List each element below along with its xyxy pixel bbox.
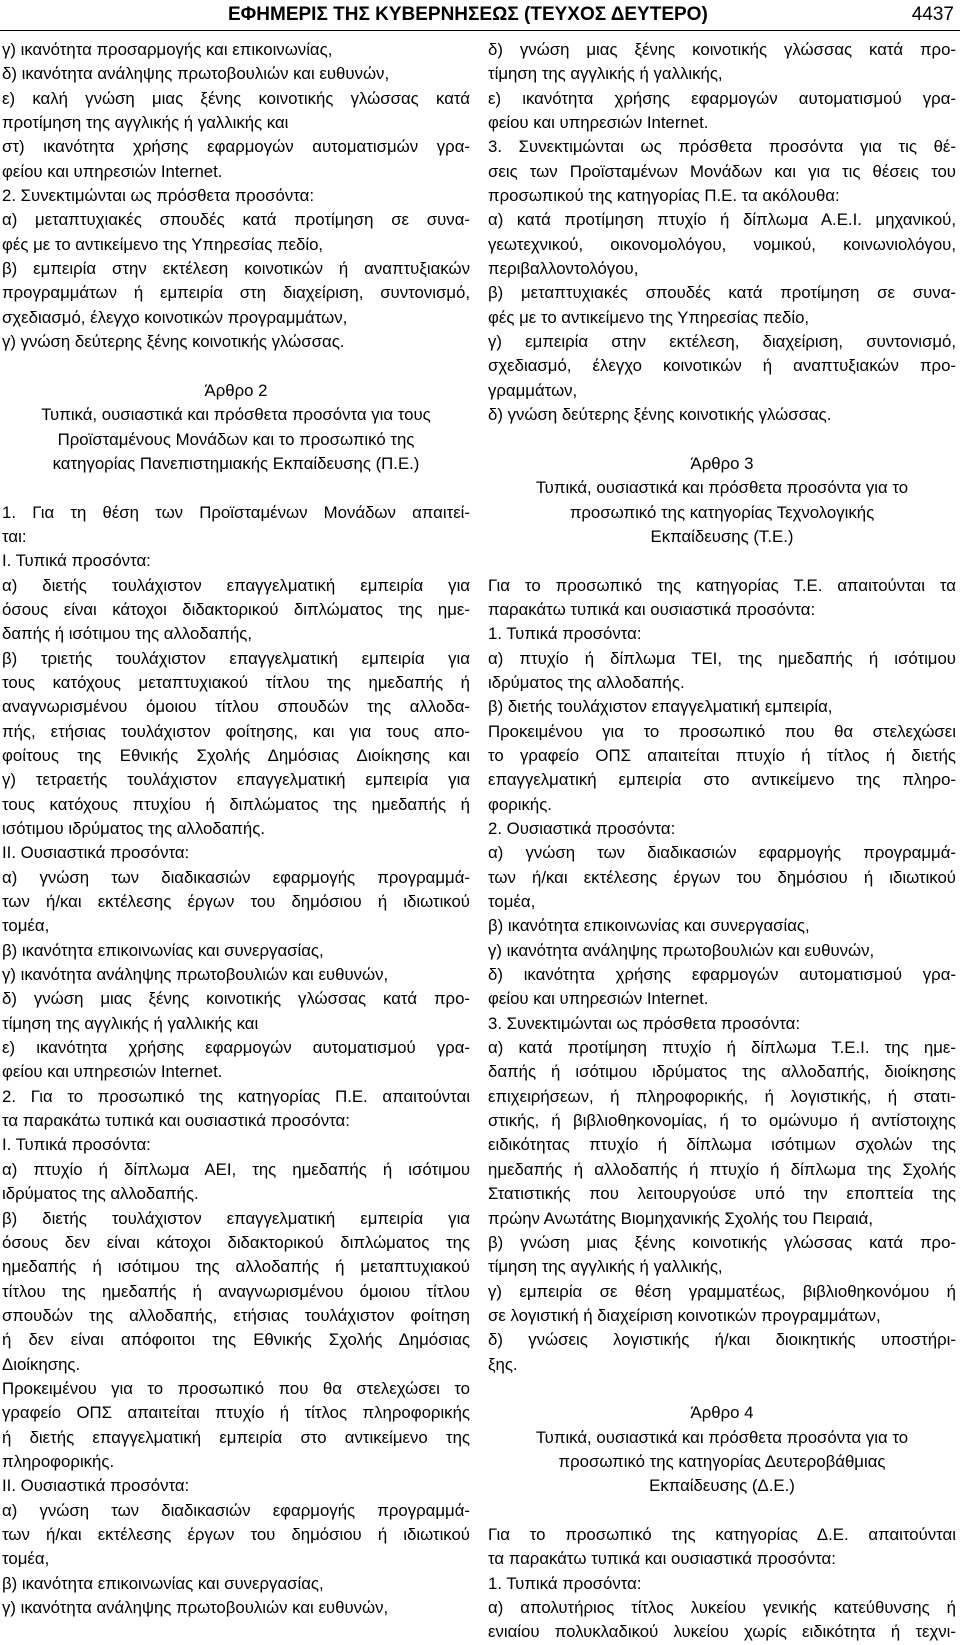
text-line: φείου και υπηρεσιών Internet.	[2, 161, 223, 181]
text-line: α) πτυχίο ή δίπλωμα ΤΕΙ, της ημεδαπής ή ισότιμου	[488, 648, 956, 668]
text-line: πρώην Ανωτάτης Βιομηχανικής Σχολής του Πειραιά,	[488, 1208, 873, 1228]
blank-line	[488, 428, 956, 452]
text-line: 2. Για το προσωπικό της κατηγορίας Π.Ε. απαιτούνται	[2, 1086, 470, 1106]
text-line: φές με το αντικείμενο της Υπηρεσίας πεδίο,	[2, 234, 324, 254]
text-line: περιβαλλοντολόγου,	[488, 259, 639, 279]
blank-line	[488, 549, 956, 573]
text-line: επαγγελματική εμπειρία στο αντικείμενο της πληρο-	[488, 770, 956, 790]
text-line: ε) ικανότητα χρήσης εφαρμογών αυτοματισμού γρα-	[2, 1038, 470, 1058]
text-line: 1. Τυπικά προσόντα:	[488, 624, 642, 644]
text-line: γ) εμπειρία στην εκτέλεση, διαχείριση, συντονισμό,	[488, 332, 956, 352]
text-line: Ι. Τυπικά προσόντα:	[2, 1135, 151, 1155]
text-line: πής, ετήσιας τουλάχιστον φοίτησης, και για τους απο-	[2, 721, 470, 741]
text-line: γ) ικανότητα ανάληψης πρωτοβουλιών και ευθυνών,	[2, 965, 389, 985]
left-column	[2, 38, 470, 1620]
text-line: 1. Τυπικά προσόντα:	[488, 1573, 642, 1593]
text-line: σε λογιστική ή διαχείριση κοινοτικών προγραμμάτων,	[488, 1305, 881, 1325]
text-line: Ι. Τυπικά προσόντα:	[2, 551, 151, 571]
text-line: ξης.	[488, 1354, 518, 1374]
text-line: των ή/και εκτέλεσης έργων του δημόσιου ή ιδιωτικού	[2, 892, 470, 912]
text-line: ε) καλή γνώση μιας ξένης κοινοτικής γλώσσας κατά	[2, 88, 470, 108]
text-line: ΙΙ. Ουσιαστικά προσόντα:	[2, 1476, 190, 1496]
text-line: δ) ικανότητα χρήσης εφαρμογών αυτοματισμού γρα-	[488, 965, 956, 985]
right-column	[488, 38, 956, 1645]
text-line: δαπής ή ισότιμου ιδρύματος της αλλοδαπής, διοίκησης	[488, 1062, 956, 1082]
text-line: Προκειμένου για το προσωπικό που θα στελεχώσει το	[2, 1378, 470, 1398]
blank-line	[2, 354, 470, 378]
text-line: φείου και υπηρεσιών Internet.	[2, 1062, 223, 1082]
text-line: προσωπικό της κατηγορίας Τεχνολογικής	[569, 502, 875, 522]
text-line: ε) ικανότητα χρήσης εφαρμογών αυτοματισμού γρα-	[488, 88, 956, 108]
text-line: β) ικανότητα επικοινωνίας και συνεργασίας,	[2, 1573, 324, 1593]
text-line: ημεδαπής ή ισότιμου της αλλοδαπής ή μεταπτυχιακού	[2, 1257, 470, 1277]
text-line: ισότιμου ιδρύματος της αλλοδαπής.	[2, 819, 265, 838]
text-line: προτίμηση της αγγλικής ή γαλλικής και	[2, 113, 289, 133]
text-line: γραφείο ΟΠΣ απαιτείται πτυχίο ή τίτλος πληροφορικής	[2, 1403, 470, 1423]
blank-line	[488, 1499, 956, 1523]
text-line: 1. Για τη θέση των Προϊσταμένων Μονάδων απαιτεί-	[2, 502, 470, 522]
text-line: γ) γνώση δεύτερης ξένης κοινοτικής γλώσσας.	[2, 332, 345, 352]
text-line: ή διετής επαγγελματική εμπειρία στο αντικείμενο της	[2, 1427, 470, 1447]
text-line: γ) εμπειρία σε θέση γραμματέως, βιβλιοθηκονόμου ή	[488, 1281, 956, 1301]
text-line: κατηγορίας Πανεπιστημιακής Εκπαίδευσης (Π.Ε.)	[52, 453, 420, 473]
text-line: το γραφείο ΟΠΣ απαιτείται πτυχίο ή τίτλος ή διετής	[488, 745, 956, 765]
text-line: φείου και υπηρεσιών Internet.	[488, 113, 709, 133]
text-line: ΙΙ. Ουσιαστικά προσόντα:	[2, 843, 190, 863]
text-line: Προϊσταμένους Μονάδων και το προσωπικό της	[57, 429, 415, 449]
text-line: τους κατόχους πτυχίου ή διπλώματος της ημεδαπής ή	[2, 794, 470, 814]
text-line: β) διετής τουλάχιστον επαγγελματική εμπειρία,	[488, 697, 833, 717]
text-line: ται:	[2, 526, 27, 546]
text-line: γ) ικανότητα ανάληψης πρωτοβουλιών και ευθυνών,	[2, 1598, 389, 1617]
text-line: σεις των Προϊσταμένων Μονάδων και για τις θέσεις του	[488, 161, 956, 181]
text-line: ή δεν είναι απόφοιτοι της Εθνικής Σχολής Δημόσιας	[2, 1330, 470, 1350]
text-line: δ) γνώση μιας ξένης κοινοτικής γλώσσας κατά προ-	[2, 989, 470, 1009]
text-line: τίτλου της ημεδαπής ή αναγνωρισμένου όμοιου τίτλου	[2, 1281, 470, 1301]
text-line: γραμμάτων,	[488, 380, 578, 400]
text-line: προσωπικού της κατηγορίας Π.Ε. τα ακόλουθα:	[488, 186, 840, 206]
text-line: όσους δεν είναι κάτοχοι διδακτορικού διπλώματος της	[2, 1232, 470, 1252]
text-line: φοίτους της Εθνικής Σχολής Δημόσιας Διοίκησης και	[2, 745, 470, 765]
text-line: σχεδιασμό, έλεγχο κοινοτικών προγραμμάτων,	[2, 307, 348, 327]
text-line: παρακάτω τυπικά και ουσιαστικά προσόντα:	[488, 599, 816, 619]
text-line: ενιαίου πολυκλαδικού λυκείου χωρίς ειδικότητα ή τεχνι-	[488, 1622, 956, 1642]
text-line: τομέα,	[488, 892, 536, 912]
text-line: Άρθρο 2	[204, 380, 268, 400]
text-line: φείου και υπηρεσιών Internet.	[488, 989, 709, 1009]
text-line: ειδικότητας πτυχίο ή δίπλωμα ισότιμων σχολών της	[488, 1135, 956, 1155]
text-line: των ή/και εκτέλεσης έργων του δημόσιου ή ιδιωτικού	[2, 1524, 470, 1544]
text-line: β) εμπειρία στην εκτέλεση κοινοτικών ή αναπτυξιακών	[2, 259, 470, 279]
text-line: γεωτεχνικού, οικονομολόγου, νομικού, κοινωνιολόγου,	[488, 234, 956, 254]
text-line: τίμηση της αγγλικής ή γαλλικής,	[488, 64, 723, 84]
text-line: επιχειρήσεων, ή πληροφορικής, ή λογιστικής, ή στατι-	[488, 1086, 956, 1106]
text-line: ημεδαπής ή αλλοδαπής ή πτυχίο ή δίπλωμα της Σχολής	[488, 1159, 956, 1179]
text-line: τα παρακάτω τυπικά και ουσιαστικά προσόντα:	[2, 1111, 350, 1131]
text-line: Για το προσωπικό της κατηγορίας Τ.Ε. απαιτούνται τα	[488, 575, 956, 595]
text-line: α) κατά προτίμηση πτυχίο ή δίπλωμα Α.Ε.Ι. μηχανικού,	[488, 210, 956, 230]
text-line: γ) τετραετής τουλάχιστον επαγγελματική εμπειρία για	[2, 770, 470, 790]
text-line: α) γνώση των διαδικασιών εφαρμογής προγραμμά-	[2, 867, 470, 887]
text-line: τίμηση της αγγλικής ή γαλλικής και	[2, 1013, 259, 1033]
text-line: β) μεταπτυχιακές σπουδές κατά προτίμηση σε συνα-	[488, 283, 956, 303]
text-line: Άρθρο 3	[690, 453, 754, 473]
text-line: ιδρύματος της αλλοδαπής.	[488, 672, 685, 692]
header-divider	[0, 30, 960, 31]
text-line: τα παρακάτω τυπικά και ουσιαστικά προσόντα:	[488, 1549, 836, 1569]
text-line: 3. Συνεκτιμώνται ως πρόσθετα προσόντα για τις θέ-	[488, 137, 956, 157]
text-line: φές με το αντικείμενο της Υπηρεσίας πεδίο,	[488, 307, 810, 327]
text-line: προγραμμάτων ή εμπειρία στη διαχείριση, συντονισμό,	[2, 283, 470, 303]
text-line: Στατιστικής που λειτουργούσε υπό την εποπτεία της	[488, 1184, 956, 1204]
text-line: τομέα,	[2, 916, 50, 936]
text-line: ιδρύματος της αλλοδαπής.	[2, 1184, 199, 1204]
text-line: σχεδιασμό, έλεγχο κοινοτικών ή αναπτυξιακών προ-	[488, 356, 956, 376]
text-line: δ) ικανότητα ανάληψης πρωτοβουλιών και ευθυνών,	[2, 64, 390, 84]
text-line: Τυπικά, ουσιαστικά και πρόσθετα προσόντα για τους	[41, 405, 431, 425]
text-line: φορικής.	[488, 794, 552, 814]
text-line: δ) γνώσεις λογιστικής ή/και διοικητικής υποστήρι-	[488, 1330, 956, 1350]
text-line: β) διετής τουλάχιστον επαγγελματική εμπειρία για	[2, 1208, 470, 1228]
text-line: αναγνωρισμένου όμοιου τίτλου σπουδών της αλλοδα-	[2, 697, 470, 717]
text-line: β) τριετής τουλάχιστον επαγγελματική εμπειρία για	[2, 648, 470, 668]
text-line: σπουδών της αλλοδαπής, ετήσιας τουλάχιστον φοίτηση	[2, 1305, 470, 1325]
blank-line	[488, 1377, 956, 1401]
text-line: Διοίκησης.	[2, 1354, 81, 1374]
text-line: στικής, ή βιβλιοθηκονομίας, ή το ομώνυμο ή αντίστοιχης	[488, 1111, 956, 1131]
blank-line	[2, 476, 470, 500]
text-line: β) ικανότητα επικοινωνίας και συνεργασίας,	[2, 940, 324, 960]
text-line: β) ικανότητα επικοινωνίας και συνεργασίας,	[488, 916, 810, 936]
text-line: Άρθρο 4	[690, 1403, 754, 1423]
page-number: 4437	[911, 4, 954, 25]
text-line: γ) ικανότητα ανάληψης πρωτοβουλιών και ευθυνών,	[488, 940, 875, 960]
text-line: α) διετής τουλάχιστον επαγγελματική εμπειρία για	[2, 575, 470, 595]
text-line: 2. Συνεκτιμώνται ως πρόσθετα προσόντα:	[2, 186, 315, 206]
page-header	[0, 0, 960, 30]
text-line: των ή/και εκτέλεσης έργων του δημόσιου ή ιδιωτικού	[488, 867, 956, 887]
text-line: πληροφορικής.	[2, 1451, 115, 1471]
text-line: α) μεταπτυχιακές σπουδές κατά προτίμηση σε συνα-	[2, 210, 470, 230]
text-line: δαπής ή ισότιμου της αλλοδαπής,	[2, 624, 253, 644]
text-line: β) γνώση μιας ξένης κοινοτικής γλώσσας κατά προ-	[488, 1232, 956, 1252]
text-line: γ) ικανότητα προσαρμογής και επικοινωνίας,	[2, 40, 333, 59]
text-line: α) απολυτήριος τίτλος λυκείου γενικής κατεύθυνσης ή	[488, 1598, 956, 1617]
text-line: 2. Ουσιαστικά προσόντα:	[488, 819, 676, 838]
text-line: Εκπαίδευσης (Τ.Ε.)	[650, 526, 794, 546]
text-line: Προκειμένου για το προσωπικό που θα στελεχώσει	[488, 721, 956, 741]
text-line: δ) γνώση δεύτερης ξένης κοινοτικής γλώσσας.	[488, 405, 832, 425]
text-line: στ) ικανότητα χρήσης εφαρμογών αυτοματισμών γρα-	[2, 137, 470, 157]
text-line: προσωπικό της κατηγορίας Δευτεροβάθμιας	[558, 1451, 886, 1471]
text-line: δ) γνώση μιας ξένης κοινοτικής γλώσσας κατά προ-	[488, 40, 956, 59]
text-line: όσους είναι κάτοχοι διδακτορικού διπλώματος της ημε-	[2, 599, 470, 619]
text-line: τομέα,	[2, 1549, 50, 1569]
text-line: α) πτυχίο ή δίπλωμα ΑΕΙ, της ημεδαπής ή ισότιμου	[2, 1159, 470, 1179]
text-line: Τυπικά, ουσιαστικά και πρόσθετα προσόντα για το	[535, 478, 909, 498]
text-line: Τυπικά, ουσιαστικά και πρόσθετα προσόντα για το	[535, 1427, 909, 1447]
text-line: α) γνώση των διαδικασιών εφαρμογής προγραμμά-	[2, 1500, 470, 1520]
text-line: Για το προσωπικό της κατηγορίας Δ.Ε. απαιτούνται	[488, 1524, 956, 1544]
text-line: τους κατόχους μεταπτυχιακού τίτλου της ημεδαπής ή	[2, 672, 470, 692]
text-line: 3. Συνεκτιμώνται ως πρόσθετα προσόντα:	[488, 1013, 801, 1033]
text-line: Εκπαίδευσης (Δ.Ε.)	[649, 1476, 795, 1496]
text-line: α) γνώση των διαδικασιών εφαρμογής προγραμμά-	[488, 843, 956, 863]
gazette-title: ΕΦΗΜΕΡΙΣ ΤΗΣ ΚΥΒΕΡΝΗΣΕΩΣ (ΤΕΥΧΟΣ ΔΕΥΤΕΡΟ)	[228, 4, 708, 25]
text-line: α) κατά προτίμηση πτυχίο ή δίπλωμα Τ.Ε.Ι. της ημε-	[488, 1038, 956, 1058]
text-line: τίμηση της αγγλικής ή γαλλικής,	[488, 1257, 723, 1277]
